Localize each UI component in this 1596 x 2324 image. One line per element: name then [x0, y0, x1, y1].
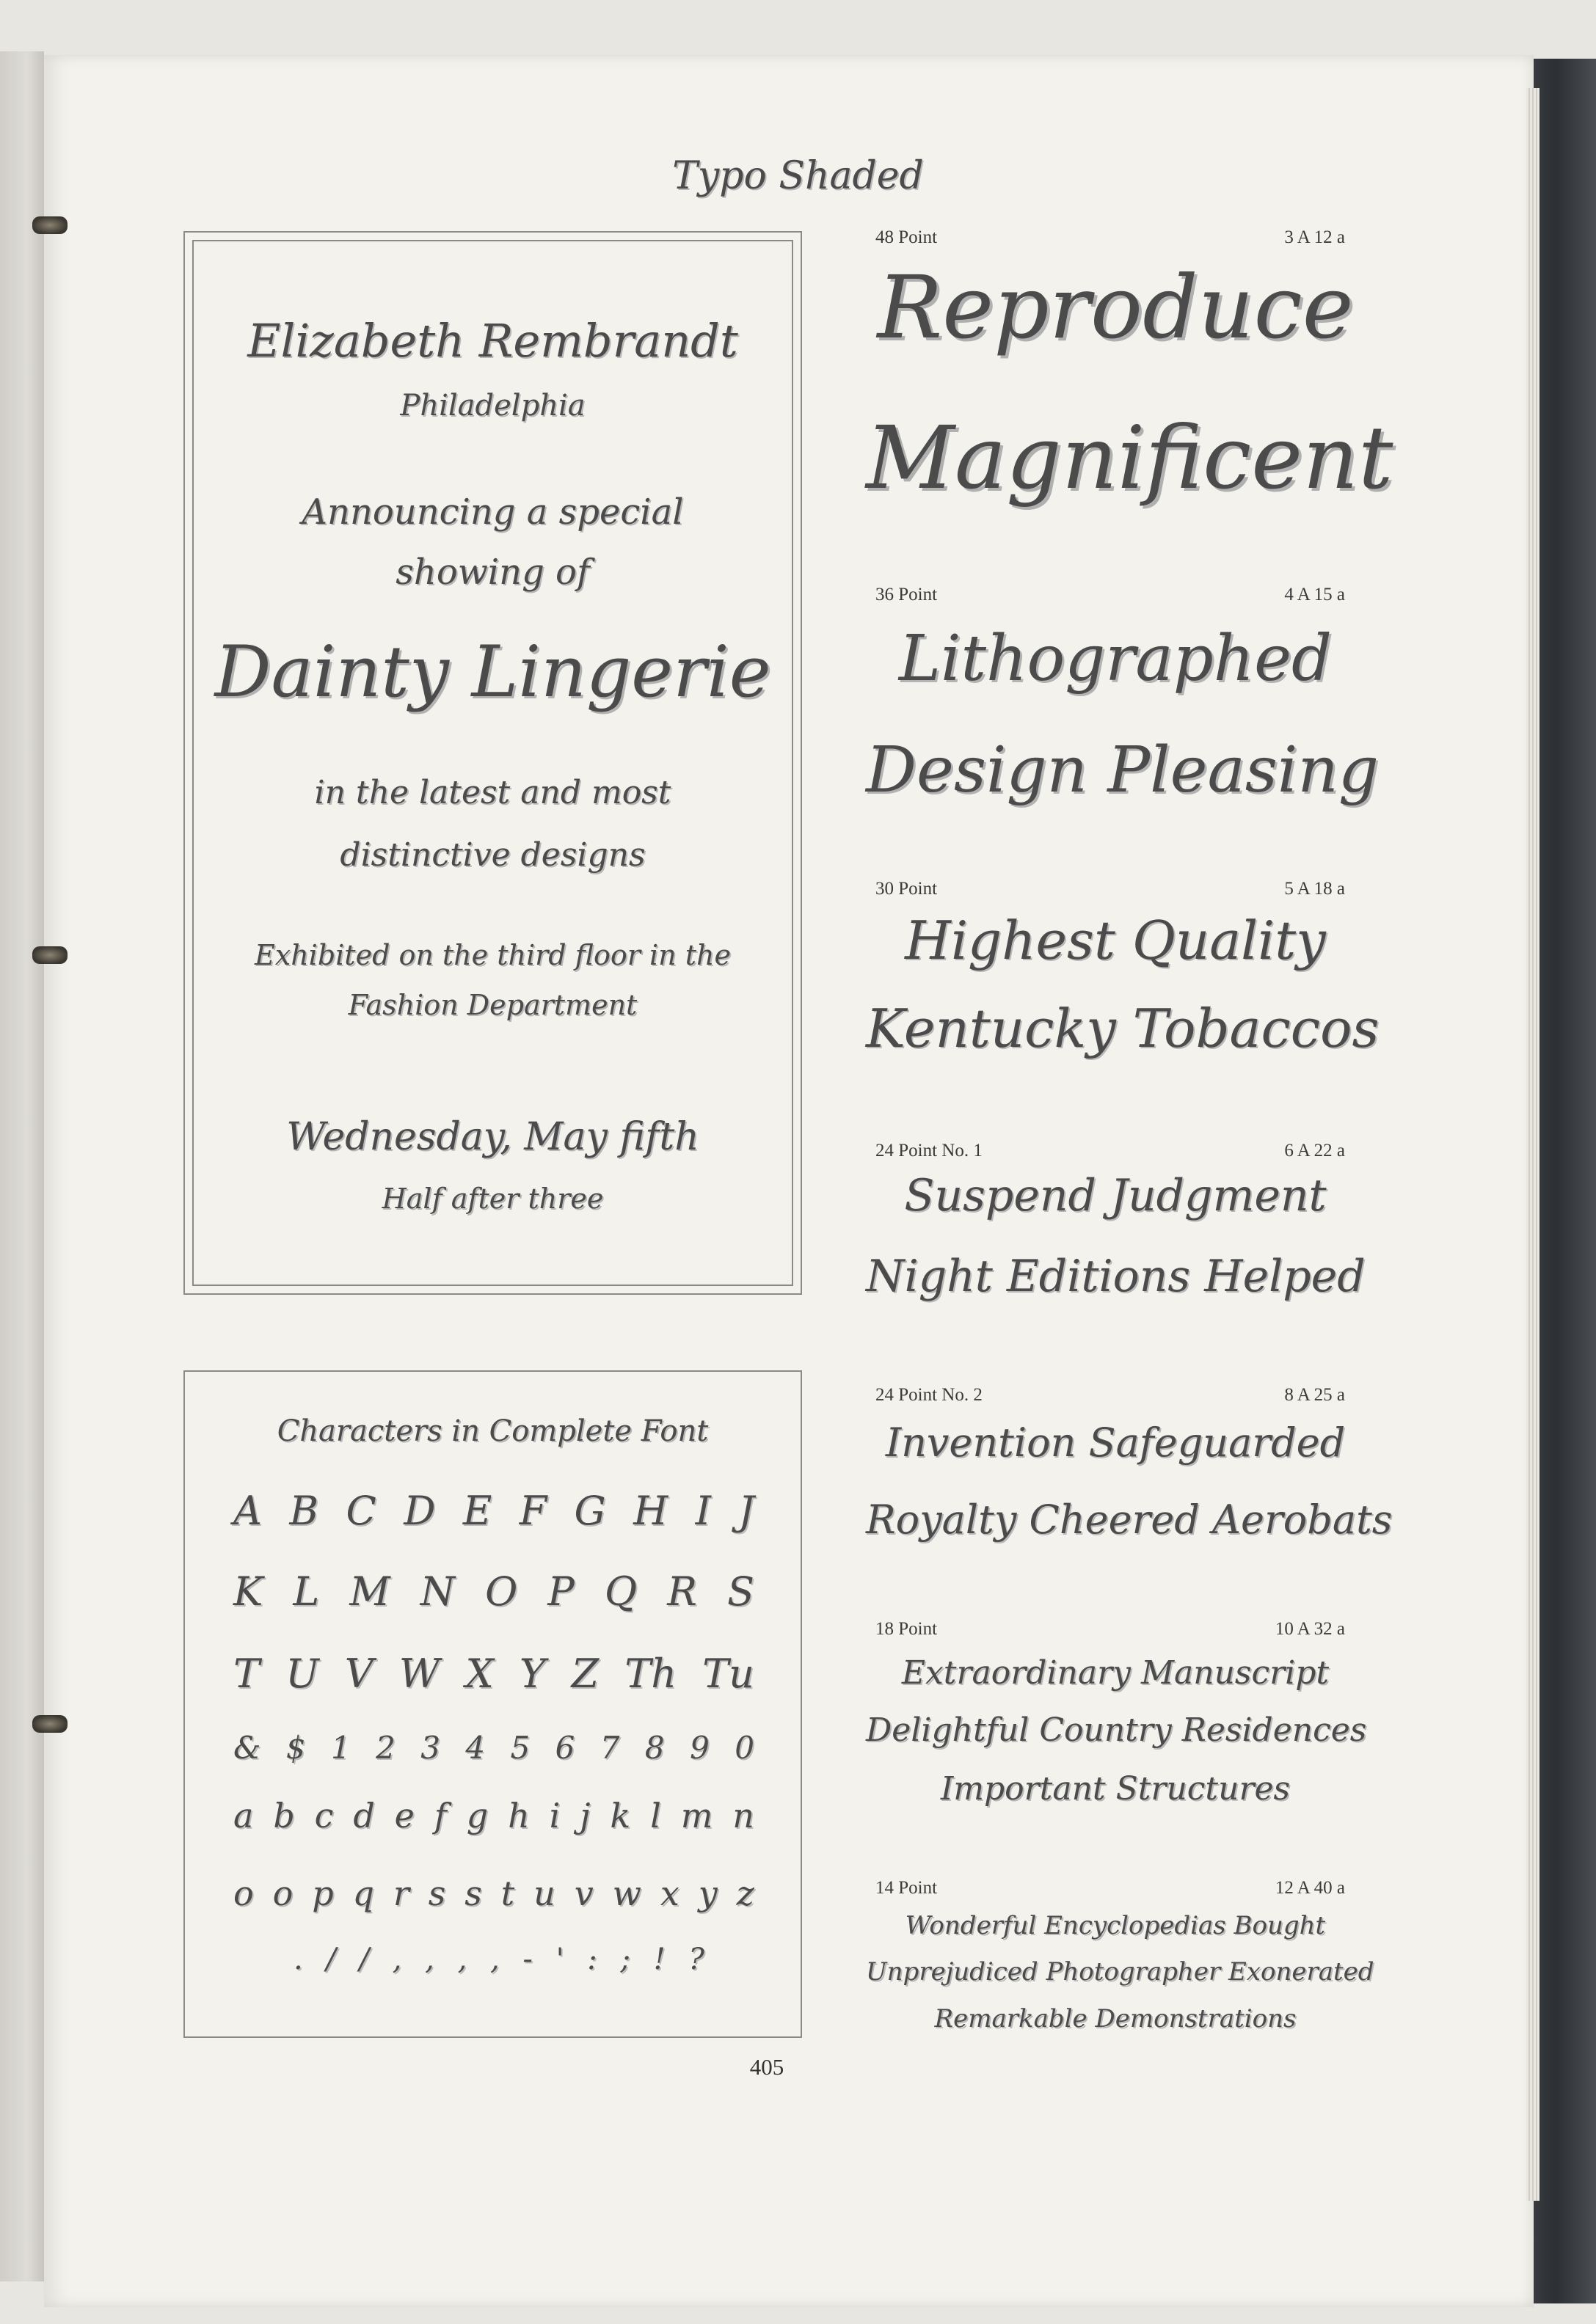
character-set-heading: Characters in Complete Font — [277, 1414, 709, 1448]
glyph: 0 — [735, 1730, 754, 1766]
font-count-label: 5 A 18 a — [1284, 879, 1345, 899]
glyph: d — [353, 1796, 375, 1835]
glyph: q — [352, 1874, 374, 1913]
glyph: p — [312, 1874, 334, 1913]
glyph: , — [425, 1943, 434, 1976]
glyph: o — [233, 1874, 254, 1913]
glyph: r — [393, 1874, 409, 1913]
specimen-spec-36 — [875, 585, 1345, 605]
glyph: z — [736, 1874, 754, 1913]
glyph: G — [574, 1488, 606, 1534]
specimen-line: Wonderful Encyclopedias Bought — [905, 1911, 1326, 1940]
glyph: B — [289, 1488, 319, 1534]
binding-thread — [32, 1715, 68, 1733]
glyph: ! — [653, 1943, 666, 1976]
specimen-line: Kentucky Tobaccos — [866, 998, 1380, 1059]
glyph: m — [680, 1796, 713, 1835]
specimen-spec-14 — [875, 1878, 1345, 1899]
glyph: s — [464, 1874, 482, 1913]
font-count-label: 6 A 22 a — [1284, 1141, 1345, 1161]
point-size-label: 36 Point — [875, 585, 938, 604]
left-page-edge — [0, 51, 44, 2281]
specimen-line: Remarkable Demonstrations — [934, 2004, 1297, 2034]
specimen-line: Invention Safeguarded — [885, 1419, 1346, 1466]
specimen-line: Reproduce — [877, 257, 1354, 358]
glyph: ? — [688, 1943, 704, 1976]
glyph: t — [500, 1874, 515, 1913]
glyph: D — [404, 1488, 436, 1534]
character-row-punctuation — [294, 1943, 704, 1976]
glyph: / — [359, 1943, 370, 1976]
announcement-line: Exhibited on the third floor in the — [255, 939, 731, 971]
announcement-time: Half after three — [382, 1183, 604, 1215]
specimen-line: Lithographed — [898, 622, 1333, 695]
glyph: 1 — [330, 1730, 351, 1766]
glyph: , — [392, 1943, 402, 1976]
character-set-box — [183, 1370, 802, 2038]
glyph: M — [349, 1568, 390, 1615]
announcement-city: Philadelphia — [400, 389, 586, 423]
glyph: 4 — [465, 1730, 486, 1766]
glyph: , — [457, 1943, 467, 1976]
font-count-label: 4 A 15 a — [1284, 585, 1345, 604]
page-stack-edges — [1526, 88, 1539, 2201]
glyph: x — [660, 1874, 679, 1913]
glyph: w — [612, 1874, 641, 1913]
announcement-line: Fashion Department — [348, 989, 638, 1021]
glyph: / — [326, 1943, 336, 1976]
glyph: 8 — [644, 1730, 665, 1766]
glyph: P — [547, 1568, 575, 1615]
glyph: e — [394, 1796, 415, 1835]
character-row-lowercase-1 — [233, 1796, 754, 1835]
glyph: k — [610, 1796, 631, 1835]
specimen-spec-18 — [875, 1619, 1345, 1640]
point-size-label: 14 Point — [875, 1878, 938, 1898]
glyph: Tu — [702, 1651, 754, 1697]
glyph: R — [667, 1568, 697, 1615]
glyph: 2 — [376, 1730, 396, 1766]
glyph: 9 — [690, 1730, 710, 1766]
glyph: f — [434, 1796, 447, 1835]
specimen-line: Delightful Country Residences — [866, 1711, 1367, 1749]
glyph: : — [587, 1943, 597, 1976]
point-size-label: 24 Point No. 1 — [875, 1141, 983, 1161]
specimen-spec-48 — [875, 227, 1345, 248]
specimen-spec-24-no2 — [875, 1385, 1345, 1406]
page-title: Typo Shaded — [672, 154, 924, 198]
glyph: . — [294, 1943, 303, 1976]
glyph: Q — [604, 1568, 638, 1615]
font-count-label: 12 A 40 a — [1275, 1878, 1345, 1898]
announcement-headline: Dainty Lingerie — [214, 631, 771, 713]
binding-thread — [32, 216, 68, 234]
announcement-line: Announcing a special — [302, 492, 684, 533]
specimen-line: Design Pleasing — [866, 734, 1379, 807]
glyph: 5 — [510, 1730, 531, 1766]
glyph: U — [285, 1651, 319, 1697]
font-count-label: 8 A 25 a — [1284, 1385, 1345, 1405]
glyph: h — [508, 1796, 530, 1835]
glyph: ; — [620, 1943, 630, 1976]
binding-thread — [32, 946, 68, 964]
announcement-name: Elizabeth Rembrandt — [247, 314, 738, 368]
specimen-spec-24-no1 — [875, 1141, 1345, 1161]
font-count-label: 10 A 32 a — [1275, 1619, 1345, 1639]
glyph: S — [726, 1568, 754, 1615]
character-row-uppercase-3 — [233, 1651, 754, 1697]
announcement-line: in the latest and most — [314, 774, 671, 811]
glyph: $ — [285, 1730, 306, 1766]
glyph: Th — [624, 1651, 677, 1697]
glyph: i — [549, 1796, 561, 1835]
page-number: 405 — [749, 2054, 784, 2080]
specimen-line: Extraordinary Manuscript — [901, 1654, 1330, 1692]
glyph: l — [650, 1796, 661, 1835]
glyph: H — [633, 1488, 668, 1534]
glyph: 6 — [555, 1730, 575, 1766]
glyph: 7 — [600, 1730, 620, 1766]
glyph: 3 — [420, 1730, 440, 1766]
point-size-label: 24 Point No. 2 — [875, 1385, 983, 1405]
glyph: Z — [571, 1651, 600, 1697]
specimen-line: Night Editions Helped — [866, 1251, 1366, 1302]
glyph: u — [533, 1874, 555, 1913]
glyph: K — [233, 1568, 263, 1615]
glyph: o — [272, 1874, 294, 1913]
glyph: J — [738, 1488, 754, 1534]
character-row-lowercase-2 — [233, 1874, 754, 1913]
glyph: C — [346, 1488, 376, 1534]
font-count-label: 3 A 12 a — [1284, 227, 1345, 247]
specimen-line: Magnificent — [866, 407, 1393, 508]
specimen-line: Unprejudiced Photographer Exonerated — [866, 1957, 1374, 1987]
announcement-line: showing of — [396, 552, 590, 593]
glyph: g — [466, 1796, 489, 1835]
glyph: W — [398, 1651, 440, 1697]
glyph: v — [574, 1874, 594, 1913]
glyph: ' — [555, 1943, 564, 1976]
announcement-date: Wednesday, May fifth — [286, 1115, 699, 1159]
specimen-line: Royalty Cheered Aerobats — [866, 1497, 1393, 1543]
announcement-line: distinctive designs — [340, 836, 646, 874]
character-row-uppercase-2 — [233, 1568, 754, 1615]
glyph: , — [489, 1943, 500, 1976]
glyph: F — [519, 1488, 547, 1534]
glyph: y — [698, 1874, 718, 1913]
glyph: c — [314, 1796, 334, 1835]
specimen-spec-30 — [875, 879, 1345, 899]
point-size-label: 18 Point — [875, 1619, 938, 1639]
glyph: s — [428, 1874, 446, 1913]
glyph: N — [420, 1568, 455, 1615]
glyph: n — [732, 1796, 754, 1835]
glyph: I — [695, 1488, 711, 1534]
point-size-label: 48 Point — [875, 227, 938, 247]
glyph: A — [233, 1488, 262, 1534]
glyph: O — [485, 1568, 518, 1615]
glyph: E — [462, 1488, 492, 1534]
specimen-line: Highest Quality — [905, 910, 1326, 971]
glyph: V — [344, 1651, 374, 1697]
glyph: Y — [519, 1651, 546, 1697]
character-row-uppercase-1 — [233, 1488, 754, 1534]
glyph: b — [273, 1796, 295, 1835]
point-size-label: 30 Point — [875, 879, 938, 899]
glyph: a — [233, 1796, 254, 1835]
character-row-figures — [233, 1730, 754, 1766]
glyph: - — [522, 1943, 533, 1976]
glyph: X — [465, 1651, 494, 1697]
glyph: T — [233, 1651, 260, 1697]
specimen-line: Important Structures — [940, 1770, 1291, 1808]
specimen-line: Suspend Judgment — [904, 1170, 1327, 1221]
glyph: j — [580, 1796, 591, 1835]
glyph: & — [233, 1730, 261, 1766]
glyph: L — [293, 1568, 320, 1615]
